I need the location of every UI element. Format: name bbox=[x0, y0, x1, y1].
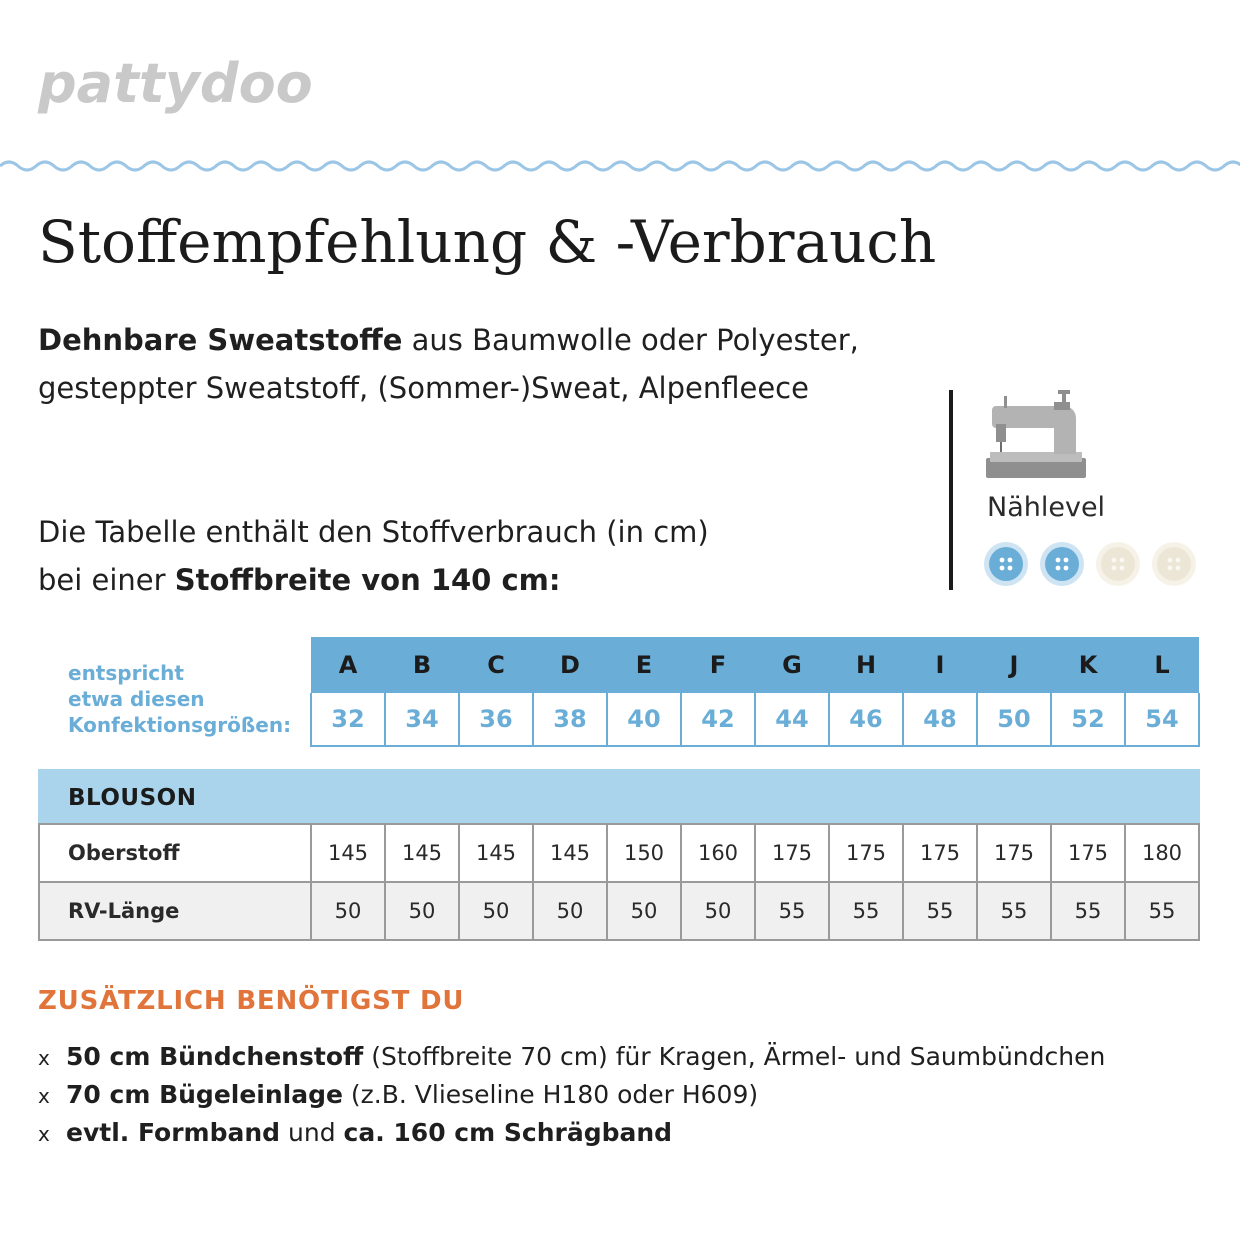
value-cell: 180 bbox=[1125, 824, 1199, 882]
extra-item-bold: 70 cm Bügeleinlage bbox=[66, 1080, 343, 1109]
row-label: Oberstoff bbox=[39, 824, 311, 882]
size-caption-line2: etwa diesen bbox=[68, 687, 205, 711]
value-cell: 50 bbox=[385, 882, 459, 940]
fabric-recommendation bbox=[38, 316, 859, 412]
size-letter-cell: K bbox=[1051, 637, 1125, 693]
value-cell: 55 bbox=[755, 882, 829, 940]
table-info-prefix: bei einer bbox=[38, 563, 175, 597]
extra-item bbox=[38, 1042, 1105, 1071]
sewing-level-label: Nählevel bbox=[987, 492, 1106, 523]
value-cell: 145 bbox=[311, 824, 385, 882]
size-letter-cell: A bbox=[311, 637, 385, 693]
size-number-cell: 44 bbox=[755, 693, 829, 746]
value-cell: 55 bbox=[829, 882, 903, 940]
value-cell: 55 bbox=[903, 882, 977, 940]
button-empty-icon bbox=[1152, 542, 1196, 586]
size-number-cell: 34 bbox=[385, 693, 459, 746]
extra-item-rest: (Stoffbreite 70 cm) für Kragen, Ärmel- und Saumbündchen bbox=[363, 1042, 1106, 1071]
table-row bbox=[39, 882, 1199, 940]
bullet-x: x bbox=[38, 1084, 50, 1108]
size-number-cell: 40 bbox=[607, 693, 681, 746]
size-caption bbox=[68, 660, 308, 738]
fabric-recommendation-rest: aus Baumwolle oder Polyester, bbox=[402, 323, 859, 357]
size-number-cell: 48 bbox=[903, 693, 977, 746]
value-cell: 175 bbox=[1051, 824, 1125, 882]
size-letter-cell: L bbox=[1125, 637, 1199, 693]
size-caption-line3: Konfektionsgrößen: bbox=[68, 713, 292, 737]
extra-item-bold: evtl. Formband bbox=[66, 1118, 281, 1147]
value-cell: 50 bbox=[681, 882, 755, 940]
size-number-cell: 54 bbox=[1125, 693, 1199, 746]
value-cell: 145 bbox=[459, 824, 533, 882]
size-letter-cell: H bbox=[829, 637, 903, 693]
size-letter-cell: D bbox=[533, 637, 607, 693]
blouson-label: BLOUSON bbox=[68, 785, 197, 811]
sewing-level-rating bbox=[984, 540, 1204, 590]
logo-text: pattydoo bbox=[38, 52, 313, 115]
size-letter-cell: E bbox=[607, 637, 681, 693]
value-cell: 145 bbox=[533, 824, 607, 882]
size-caption-line1: entspricht bbox=[68, 661, 184, 685]
size-letter-cell: I bbox=[903, 637, 977, 693]
size-number-cell: 42 bbox=[681, 693, 755, 746]
table-info bbox=[38, 508, 709, 604]
size-table bbox=[310, 637, 1200, 747]
size-letter-cell: J bbox=[977, 637, 1051, 693]
table-row bbox=[39, 824, 1199, 882]
button-filled-icon bbox=[984, 542, 1028, 586]
size-letter-cell: F bbox=[681, 637, 755, 693]
extra-item-bold: 50 cm Bündchenstoff bbox=[66, 1042, 364, 1071]
value-cell: 50 bbox=[607, 882, 681, 940]
value-cell: 175 bbox=[903, 824, 977, 882]
size-number-row bbox=[311, 693, 1199, 746]
size-number-cell: 46 bbox=[829, 693, 903, 746]
value-cell: 55 bbox=[1051, 882, 1125, 940]
size-number-cell: 52 bbox=[1051, 693, 1125, 746]
extra-item bbox=[38, 1080, 758, 1109]
bullet-x: x bbox=[38, 1122, 50, 1146]
fabric-recommendation-line2: gesteppter Sweatstoff, (Sommer-)Sweat, Alpenfleece bbox=[38, 371, 809, 405]
size-number-cell: 38 bbox=[533, 693, 607, 746]
level-divider bbox=[949, 390, 953, 590]
size-number-cell: 32 bbox=[311, 693, 385, 746]
page-title: Stoffempfehlung & -Verbrauch bbox=[38, 208, 937, 276]
size-letter-cell: B bbox=[385, 637, 459, 693]
bullet-x: x bbox=[38, 1046, 50, 1070]
extra-item bbox=[38, 1118, 672, 1147]
extra-item-rest: (z.B. Vlieseline H180 oder H609) bbox=[342, 1080, 759, 1109]
size-letter-cell: C bbox=[459, 637, 533, 693]
pattydoo-logo bbox=[36, 40, 313, 130]
value-cell: 150 bbox=[607, 824, 681, 882]
value-cell: 50 bbox=[533, 882, 607, 940]
value-cell: 145 bbox=[385, 824, 459, 882]
value-cell: 50 bbox=[311, 882, 385, 940]
fabric-width: Stoffbreite von 140 cm: bbox=[174, 563, 561, 597]
fabric-consumption-table bbox=[38, 823, 1200, 941]
button-filled-icon bbox=[1040, 542, 1084, 586]
value-cell: 175 bbox=[755, 824, 829, 882]
size-number-cell: 50 bbox=[977, 693, 1051, 746]
value-cell: 175 bbox=[829, 824, 903, 882]
value-cell: 50 bbox=[459, 882, 533, 940]
extra-item-mid: und bbox=[280, 1118, 344, 1147]
blouson-header-band bbox=[38, 769, 1200, 823]
size-number-cell: 36 bbox=[459, 693, 533, 746]
wave-divider bbox=[0, 146, 1240, 186]
row-label: RV-Länge bbox=[39, 882, 311, 940]
sewing-machine-icon bbox=[984, 388, 1088, 484]
value-cell: 55 bbox=[977, 882, 1051, 940]
size-letter-row bbox=[311, 637, 1199, 693]
size-letter-cell: G bbox=[755, 637, 829, 693]
value-cell: 175 bbox=[977, 824, 1051, 882]
extra-item-bold2: ca. 160 cm Schrägband bbox=[343, 1118, 673, 1147]
value-cell: 160 bbox=[681, 824, 755, 882]
fabric-recommendation-bold: Dehnbare Sweatstoffe bbox=[38, 323, 403, 357]
table-info-line1: Die Tabelle enthält den Stoffverbrauch (in cm) bbox=[38, 515, 709, 549]
value-cell: 55 bbox=[1125, 882, 1199, 940]
extras-title: ZUSÄTZLICH BENÖTIGST DU bbox=[38, 986, 465, 1016]
button-empty-icon bbox=[1096, 542, 1140, 586]
